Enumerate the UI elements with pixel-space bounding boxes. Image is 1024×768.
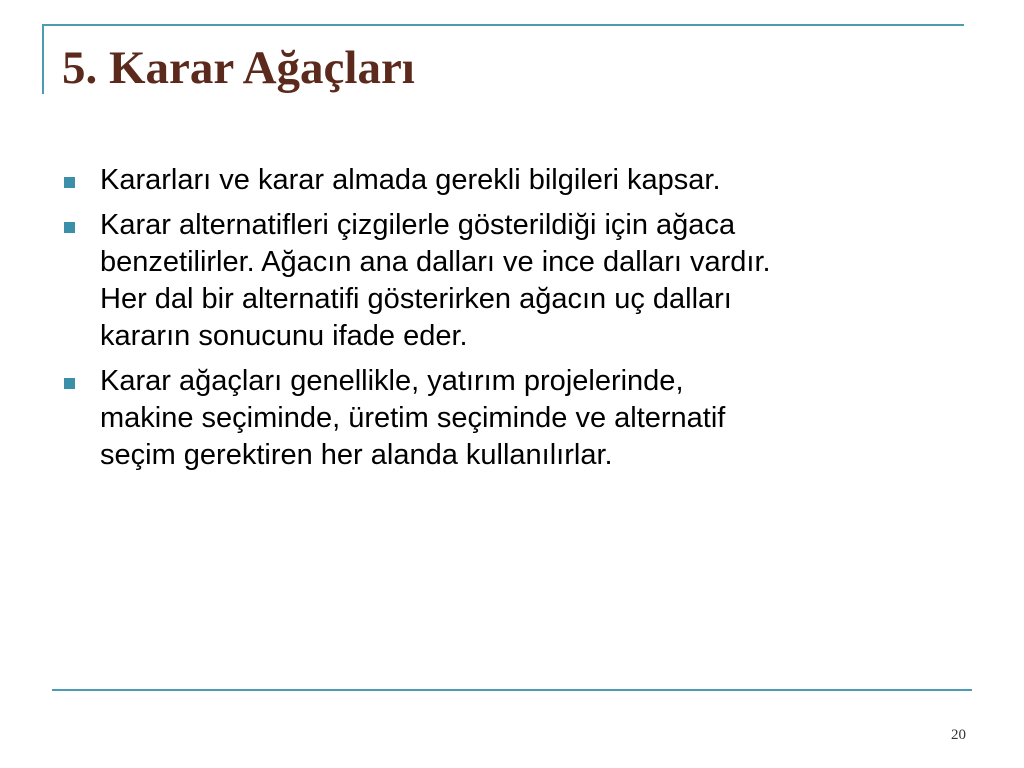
bullet-item: [60, 162, 980, 199]
bullet-text-line: kararın sonucunu ifade eder.: [100, 320, 468, 352]
page-number: 20: [951, 727, 966, 743]
bullet-item: [60, 207, 980, 355]
bullet-text-line: benzetilirler. Ağacın ana dalları ve ince dalları vardır.: [100, 246, 771, 278]
bullet-text-line: Karar ağaçları genellikle, yatırım projelerinde,: [100, 365, 684, 397]
slide-title: 5. Karar Ağaçları: [62, 42, 415, 94]
top-frame-line: [42, 24, 964, 26]
bullet-text-line: seçim gerektiren her alanda kullanılırlar.: [100, 439, 613, 471]
square-bullet-icon: [64, 222, 75, 233]
bullet-text-line: Her dal bir alternatifi gösterirken ağacın uç dalları: [100, 283, 732, 315]
square-bullet-icon: [64, 378, 75, 389]
bullet-text-line: makine seçiminde, üretim seçiminde ve alternatif: [100, 402, 726, 434]
square-bullet-icon: [64, 177, 75, 188]
bullet-list: [60, 162, 980, 482]
bottom-frame-line: [52, 689, 972, 691]
bullet-item: [60, 363, 980, 474]
bullet-text-line: Karar alternatifleri çizgilerle gösterildiği için ağaca: [100, 209, 736, 241]
bullet-text-line: Kararları ve karar almada gerekli bilgileri kapsar.: [100, 164, 721, 196]
left-frame-line: [42, 24, 44, 94]
